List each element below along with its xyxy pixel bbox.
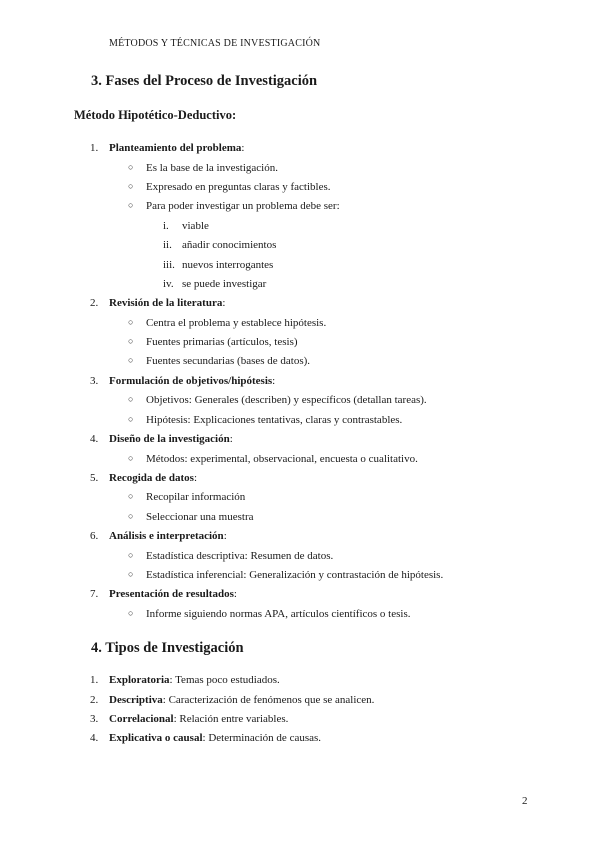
phase-title: Revisión de la literatura bbox=[109, 297, 223, 309]
type-description: : Temas poco estudiados. bbox=[169, 674, 280, 686]
type-number: 1. bbox=[90, 674, 99, 686]
page-number: 2 bbox=[522, 795, 528, 807]
circle-bullet-icon: ○ bbox=[128, 491, 134, 501]
phase-number: 2. bbox=[90, 297, 99, 309]
type-term: Descriptiva bbox=[109, 694, 163, 706]
circle-bullet-icon: ○ bbox=[128, 453, 134, 463]
phase-title: Análisis e interpretación bbox=[109, 530, 224, 542]
phase-number: 6. bbox=[90, 530, 99, 542]
phase-number: 3. bbox=[90, 375, 99, 387]
type-number: 2. bbox=[90, 694, 99, 706]
circle-bullet-icon: ○ bbox=[128, 414, 134, 424]
roman-number: iii. bbox=[163, 259, 175, 271]
type-description: : Determinación de causas. bbox=[202, 732, 322, 744]
circle-bullet-icon: ○ bbox=[128, 200, 134, 210]
type-number: 3. bbox=[90, 713, 99, 725]
type-number: 4. bbox=[90, 732, 99, 744]
circle-bullet-icon: ○ bbox=[128, 355, 134, 365]
circle-bullet-icon: ○ bbox=[128, 336, 134, 346]
phase-number: 1. bbox=[90, 142, 99, 154]
phase-title: Diseño de la investigación bbox=[109, 433, 230, 445]
type-description: : Caracterización de fenómenos que se analicen. bbox=[162, 694, 375, 706]
phase-number: 7. bbox=[90, 588, 99, 600]
section-4-title: 4. Tipos de Investigación bbox=[91, 640, 244, 656]
circle-bullet-icon: ○ bbox=[128, 608, 134, 618]
phase-number: 4. bbox=[90, 433, 99, 445]
phase-title: Presentación de resultados bbox=[109, 588, 234, 600]
circle-bullet-icon: ○ bbox=[128, 511, 134, 521]
roman-number: ii. bbox=[163, 239, 172, 251]
circle-bullet-icon: ○ bbox=[128, 394, 134, 404]
roman-number: iv. bbox=[163, 278, 174, 290]
phase-title: Recogida de datos bbox=[109, 472, 194, 484]
phase-title: Formulación de objetivos/hipótesis bbox=[109, 375, 273, 387]
type-term: Exploratoria bbox=[109, 674, 170, 686]
circle-bullet-icon: ○ bbox=[128, 162, 134, 172]
section-3-title: 3. Fases del Proceso de Investigación bbox=[91, 73, 318, 89]
roman-number: i. bbox=[163, 220, 169, 232]
type-term: Explicativa o causal bbox=[109, 732, 203, 744]
circle-bullet-icon: ○ bbox=[128, 569, 134, 579]
running-header: MÉTODOS Y TÉCNICAS DE INVESTIGACIÓN bbox=[109, 38, 321, 49]
type-description: : Relación entre variables. bbox=[173, 713, 289, 725]
type-term: Correlacional bbox=[109, 713, 174, 725]
phase-number: 5. bbox=[90, 472, 99, 484]
circle-bullet-icon: ○ bbox=[128, 181, 134, 191]
method-subtitle: Método Hipotético-Deductivo: bbox=[74, 108, 237, 122]
circle-bullet-icon: ○ bbox=[128, 550, 134, 560]
circle-bullet-icon: ○ bbox=[128, 317, 134, 327]
phase-title: Planteamiento del problema bbox=[109, 142, 242, 154]
